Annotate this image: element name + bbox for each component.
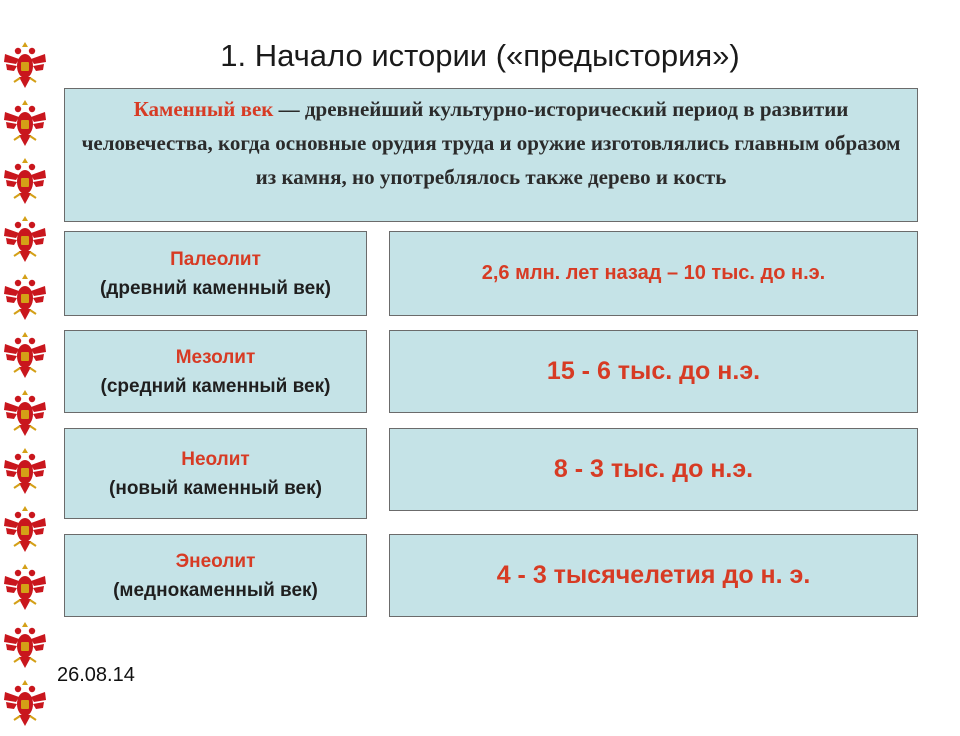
period-name: Неолит (181, 448, 250, 470)
double-headed-eagle-icon (2, 214, 48, 266)
double-headed-eagle-icon (2, 330, 48, 382)
period-name-box-eneolithic (64, 534, 367, 617)
definition-text: древнейший культурно-исторический период в развитии человечества, когда основные орудия труда и оружие изготовлялись главным образом из камня, но употреблялось также дерево и кость (81, 97, 901, 189)
definition-box (64, 88, 918, 222)
period-name-box-mesolithic (64, 330, 367, 413)
definition-term: Каменный век (133, 97, 274, 121)
double-headed-eagle-icon (2, 272, 48, 324)
period-name-box-neolithic (64, 428, 367, 519)
page-title: 1. Начало истории («предыстория») (220, 38, 740, 73)
period-description: (меднокаменный век) (113, 579, 318, 601)
period-dates-box-paleolithic (389, 231, 918, 316)
period-dates: 15 - 6 тыс. до н.э. (546, 357, 761, 385)
period-description: (новый каменный век) (109, 477, 322, 499)
period-description: (средний каменный век) (100, 375, 331, 397)
period-dates-box-mesolithic (389, 330, 918, 413)
period-dates: 4 - 3 тысячелетия до н. э. (496, 561, 811, 589)
double-headed-eagle-icon (2, 156, 48, 208)
double-headed-eagle-icon (2, 504, 48, 556)
double-headed-eagle-icon (2, 562, 48, 614)
period-dates: 8 - 3 тыс. до н.э. (553, 455, 754, 483)
slide-date: 26.08.14 (57, 664, 135, 686)
period-description: (древний каменный век) (99, 277, 332, 299)
period-name: Мезолит (175, 346, 256, 368)
double-headed-eagle-icon (2, 388, 48, 440)
period-name-box-paleolithic (64, 231, 367, 316)
period-dates: 2,6 млн. лет назад – 10 тыс. до н.э. (481, 262, 826, 284)
double-headed-eagle-icon (2, 678, 48, 730)
period-name: Палеолит (170, 248, 261, 270)
period-dates-box-neolithic (389, 428, 918, 511)
emblem-strip (2, 40, 50, 736)
double-headed-eagle-icon (2, 620, 48, 672)
double-headed-eagle-icon (2, 446, 48, 498)
period-name: Энеолит (175, 550, 256, 572)
period-dates-box-eneolithic (389, 534, 918, 617)
definition-dash: — (273, 97, 305, 121)
double-headed-eagle-icon (2, 98, 48, 150)
